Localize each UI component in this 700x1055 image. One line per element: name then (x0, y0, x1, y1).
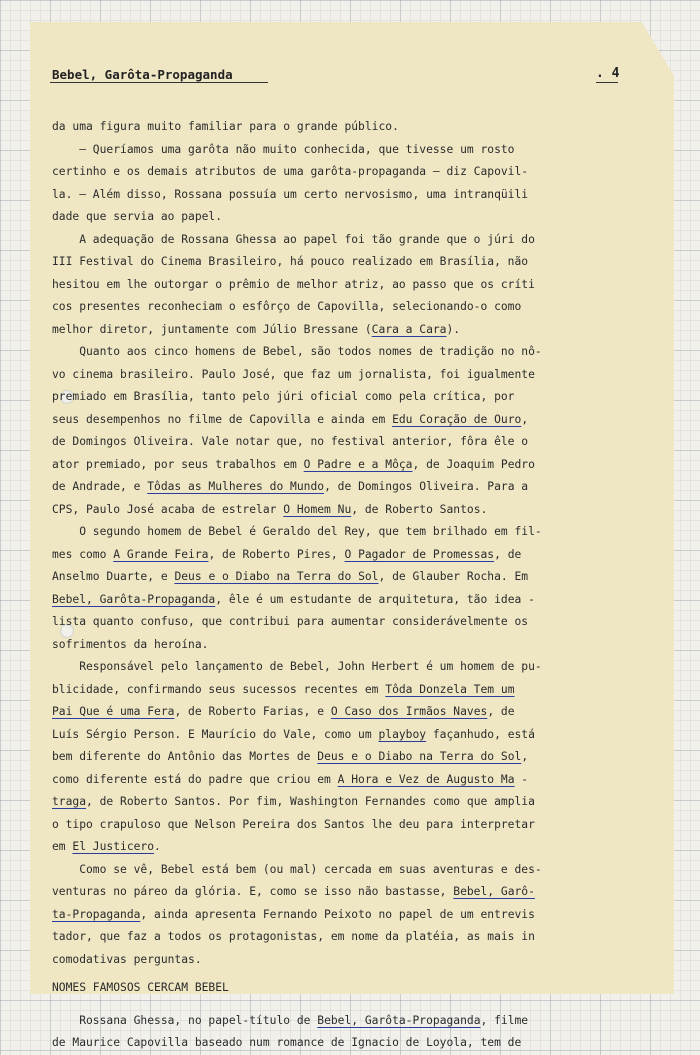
underlined-title: A Grande Feira (113, 547, 209, 561)
text-line (52, 206, 636, 229)
text-segment: O segundo homem de Bebel é Geraldo del Rey, que tem brilhado em fil- (52, 525, 542, 538)
text-segment: , de (494, 547, 522, 561)
text-line (52, 341, 636, 364)
page-number: . 4 (596, 66, 620, 81)
text-segment: - (514, 772, 529, 786)
underlined-title: O Caso dos Irmãos Naves (330, 705, 488, 718)
text-line (52, 161, 636, 184)
underlined-title: Bebel, Garôta-Propaganda (52, 592, 216, 606)
text-segment: dade que servia ao papel. (52, 210, 223, 223)
text-segment: Luís Sérgio Person. E Maurício do Vale, como um (52, 727, 379, 741)
text-line (52, 724, 636, 747)
text-segment: Como se vê, Bebel está bem (ou mal) cercada em suas aventuras e des- (52, 862, 542, 876)
underlined-title: Tôda Donzela Tem um (385, 682, 515, 696)
text-segment: cos presentes reconheciam o esfôrço de Capovilla, selecionando-o como (52, 300, 522, 313)
text-segment: , de (487, 705, 515, 718)
document-title: Bebel, Garôta-Propaganda (52, 67, 233, 82)
text-line (52, 251, 636, 274)
text-line (52, 589, 636, 612)
text-segment: da uma figura muito familiar para o grande público. (52, 120, 399, 133)
text-line (52, 1010, 636, 1033)
text-segment: mes como (52, 547, 114, 561)
page-number-underline (596, 82, 618, 83)
text-segment: , de Glauber Rocha. Em (378, 570, 529, 583)
underlined-title: Deus e o Diabo na Terra do Sol (317, 750, 522, 763)
text-segment: hesitou em lhe outorgar o prêmio de melhor atriz, ao passo que os críti (52, 277, 535, 291)
text-segment: de Domingos Oliveira. Vale notar que, no festival anterior, fôra êle o (52, 435, 529, 448)
text-line (52, 656, 636, 679)
text-line (52, 769, 636, 792)
text-line (52, 611, 636, 634)
text-segment: vo cinema brasileiro. Paulo José, que faz um jornalista, foi igualmente (52, 367, 535, 381)
text-line (52, 454, 636, 477)
text-segment: o tipo crapuloso que Nelson Pereira dos Santos lhe deu para interpretar (52, 817, 535, 831)
underlined-title: traga (52, 795, 87, 808)
text-line (52, 566, 636, 589)
text-line (52, 319, 636, 342)
text-line (52, 364, 636, 387)
section-heading: NOMES FAMOSOS CERCAM BEBEL (52, 981, 229, 994)
underlined-title: O Pagador de Promessas (344, 547, 495, 561)
text-line (52, 949, 636, 972)
underlined-title: El Justicero (72, 840, 155, 853)
text-segment: , êle é um estudante de arquitetura, tão idea - (215, 592, 535, 606)
underlined-title: O Padre e a Môça (303, 457, 413, 471)
text-segment: comodativas perguntas. (52, 952, 202, 966)
text-line (52, 184, 636, 207)
text-line (52, 791, 636, 814)
text-line (52, 881, 636, 904)
text-line (52, 1032, 636, 1055)
text-line (52, 431, 636, 454)
text-segment: Rossana Ghessa, no papel-título de (52, 1013, 318, 1027)
text-line (52, 296, 636, 319)
text-segment: sofrimentos da heroína. (52, 637, 209, 651)
text-segment: , filme (480, 1013, 529, 1027)
text-segment: em (52, 840, 73, 853)
section-paragraph (52, 1010, 636, 1055)
underlined-title: Bebel, Garôta-Propaganda (317, 1013, 481, 1027)
text-line (52, 499, 636, 522)
text-segment: premiado em Brasília, tanto pelo júri oficial como pela crítica, por (52, 390, 515, 403)
text-line (52, 409, 636, 432)
text-segment: bem diferente do Antônio das Mortes de (52, 750, 318, 763)
text-line (52, 544, 636, 567)
text-segment: — Queríamos uma garôta não muito conhecida, que tivesse um rosto (52, 142, 515, 156)
text-segment: como diferente está do padre que criou em (52, 772, 338, 786)
text-line (52, 836, 636, 859)
text-line (52, 139, 636, 162)
underlined-title: Edu Coração de Ouro (392, 412, 522, 426)
text-segment: Anselmo Duarte, e (52, 570, 175, 583)
text-line (52, 476, 636, 499)
text-segment: melhor diretor, juntamente com Júlio Bressane ( (52, 322, 372, 336)
text-segment: blicidade, confirmando seus sucessos recentes em (52, 682, 386, 696)
underlined-title: playboy (378, 727, 427, 741)
text-line (52, 521, 636, 544)
text-segment: ator premiado, por seus trabalhos em (52, 457, 304, 471)
text-segment: Quanto aos cinco homens de Bebel, são todos nomes de tradição no nô- (52, 345, 542, 358)
body-paragraphs (52, 116, 636, 971)
text-segment: , de Domingos Oliveira. Para a (324, 480, 529, 493)
underlined-title: A Hora e Vez de Augusto Ma (337, 772, 515, 786)
text-segment: de Maurice Capovilla baseado num romance de Ignacio de Loyola, tem de (52, 1036, 522, 1049)
text-line (52, 116, 636, 139)
text-segment: CPS, Paulo José acaba de estrelar (52, 502, 284, 516)
text-segment: , (521, 412, 529, 426)
text-segment: de Andrade, e (52, 480, 148, 493)
underlined-title: Pai Que é uma Fera (52, 705, 175, 718)
text-line (52, 386, 636, 409)
text-segment: Responsável pelo lançamento de Bebel, John Herbert é um homem de pu- (52, 660, 542, 673)
text-line (52, 904, 636, 927)
text-segment: façanhudo, está (426, 727, 535, 741)
underlined-title: Deus e o Diabo na Terra do Sol (174, 570, 379, 583)
text-segment: . (154, 840, 161, 853)
underlined-title: Cara a Cara (371, 322, 447, 336)
text-line (52, 229, 636, 252)
text-segment: venturas no páreo da glória. E, como se isso não bastasse, (52, 885, 454, 898)
underlined-title: Bebel, Garô- (453, 885, 535, 898)
text-segment: III Festival do Cinema Brasileiro, há pouco realizado em Brasília, não (52, 255, 529, 268)
body-text (52, 116, 636, 1055)
underlined-title: O Homem Nu (283, 502, 352, 516)
text-line (52, 679, 636, 702)
text-segment: la. — Além disso, Rossana possuía um certo nervosismo, uma intranqüili (52, 187, 529, 201)
text-segment: seus desempenhos no filme de Capovilla e ainda em (52, 412, 393, 426)
text-segment: ). (446, 322, 461, 336)
text-segment: tador, que faz a todos os protagonistas, em nome da platéia, as mais in (52, 930, 535, 943)
text-segment: , (521, 750, 529, 763)
text-line (52, 746, 636, 769)
title-underline (50, 82, 268, 83)
underlined-title: ta-Propaganda (52, 907, 141, 921)
text-segment: , de Roberto Santos. Por fim, Washington Fernandes como que amplia (86, 795, 535, 808)
text-segment: , de Roberto Farias, e (174, 705, 331, 718)
text-segment: , de Joaquim Pedro (412, 457, 535, 471)
text-line (52, 814, 636, 837)
text-segment: , de Roberto Santos. (351, 502, 488, 516)
text-line (52, 701, 636, 724)
text-segment: A adequação de Rossana Ghessa ao papel foi tão grande que o júri do (52, 232, 535, 246)
text-line (52, 926, 636, 949)
text-segment: lista quanto confuso, que contribui para aumentar considerávelmente os (52, 615, 529, 628)
text-segment: certinho e os demais atributos de uma garôta-propaganda — diz Capovil- (52, 165, 529, 178)
text-line (52, 859, 636, 882)
text-segment: , de Roberto Pires, (208, 547, 345, 561)
text-segment: , ainda apresenta Fernando Peixoto no papel de um entrevis (140, 907, 535, 921)
underlined-title: Tôdas as Mulheres do Mundo (147, 480, 325, 493)
text-line (52, 274, 636, 297)
text-line (52, 634, 636, 657)
